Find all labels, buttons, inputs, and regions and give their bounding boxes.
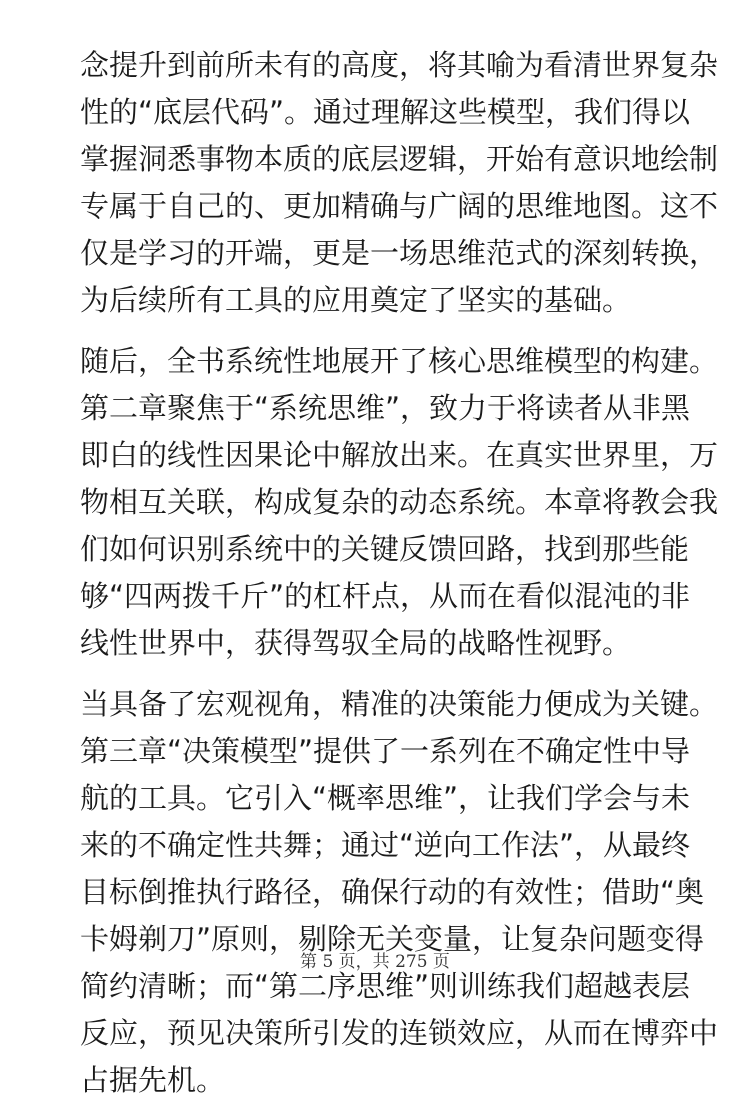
text-line: 掌握洞悉事物本质的底层逻辑，开始有意识地绘制: [80, 142, 719, 176]
text-line: 反应，预见决策所引发的连锁效应，从而在博弈中: [80, 1016, 719, 1050]
text-line: 简约清晰；而“第二序思维”则训练我们超越表层: [80, 969, 691, 1003]
text-line: 当具备了宏观视角，精准的决策能力便成为关键。: [80, 687, 719, 721]
text-line: 目标倒推执行路径，确保行动的有效性；借助“奥: [80, 875, 705, 909]
text-line: 物相互关联，构成复杂的动态系统。本章将教会我: [80, 485, 719, 519]
text-line: 念提升到前所未有的高度，将其喻为看清世界复杂: [80, 48, 719, 82]
text-line: 来的不确定性共舞；通过“逆向工作法”，从最终: [80, 828, 691, 862]
text-line: 随后，全书系统性地展开了核心思维模型的构建。: [80, 344, 719, 378]
paragraph-2: [80, 338, 719, 667]
page-number-footer: 第 5 页，共 275 页: [300, 952, 450, 972]
body-text: [80, 42, 719, 1104]
text-line: 够“四两拨千斤”的杠杆点，从而在看似混沌的非: [80, 579, 691, 613]
text-line: 性的“底层代码”。通过理解这些模型，我们得以: [80, 95, 691, 129]
text-line: 仅是学习的开端，更是一场思维范式的深刻转换，: [80, 236, 719, 270]
text-line: 线性世界中，获得驾驭全局的战略性视野。: [80, 626, 632, 660]
text-line: 第二章聚焦于“系统思维”，致力于将读者从非黑: [80, 391, 691, 425]
text-line: 卡姆剃刀”原则，剔除无关变量，让复杂问题变得: [80, 922, 705, 956]
text-line: 为后续所有工具的应用奠定了坚实的基础。: [80, 283, 632, 317]
text-line: 专属于自己的、更加精确与广阔的思维地图。这不: [80, 189, 719, 223]
paragraph-3: [80, 681, 719, 1104]
paragraph-1: [80, 42, 719, 324]
text-line: 即白的线性因果论中解放出来。在真实世界里，万: [80, 438, 719, 472]
text-line: 航的工具。它引入“概率思维”，让我们学会与未: [80, 781, 691, 815]
text-line: 第三章“决策模型”提供了一系列在不确定性中导: [80, 734, 691, 768]
text-line: 们如何识别系统中的关键反馈回路，找到那些能: [80, 532, 690, 566]
text-line: 占据先机。: [80, 1063, 226, 1097]
